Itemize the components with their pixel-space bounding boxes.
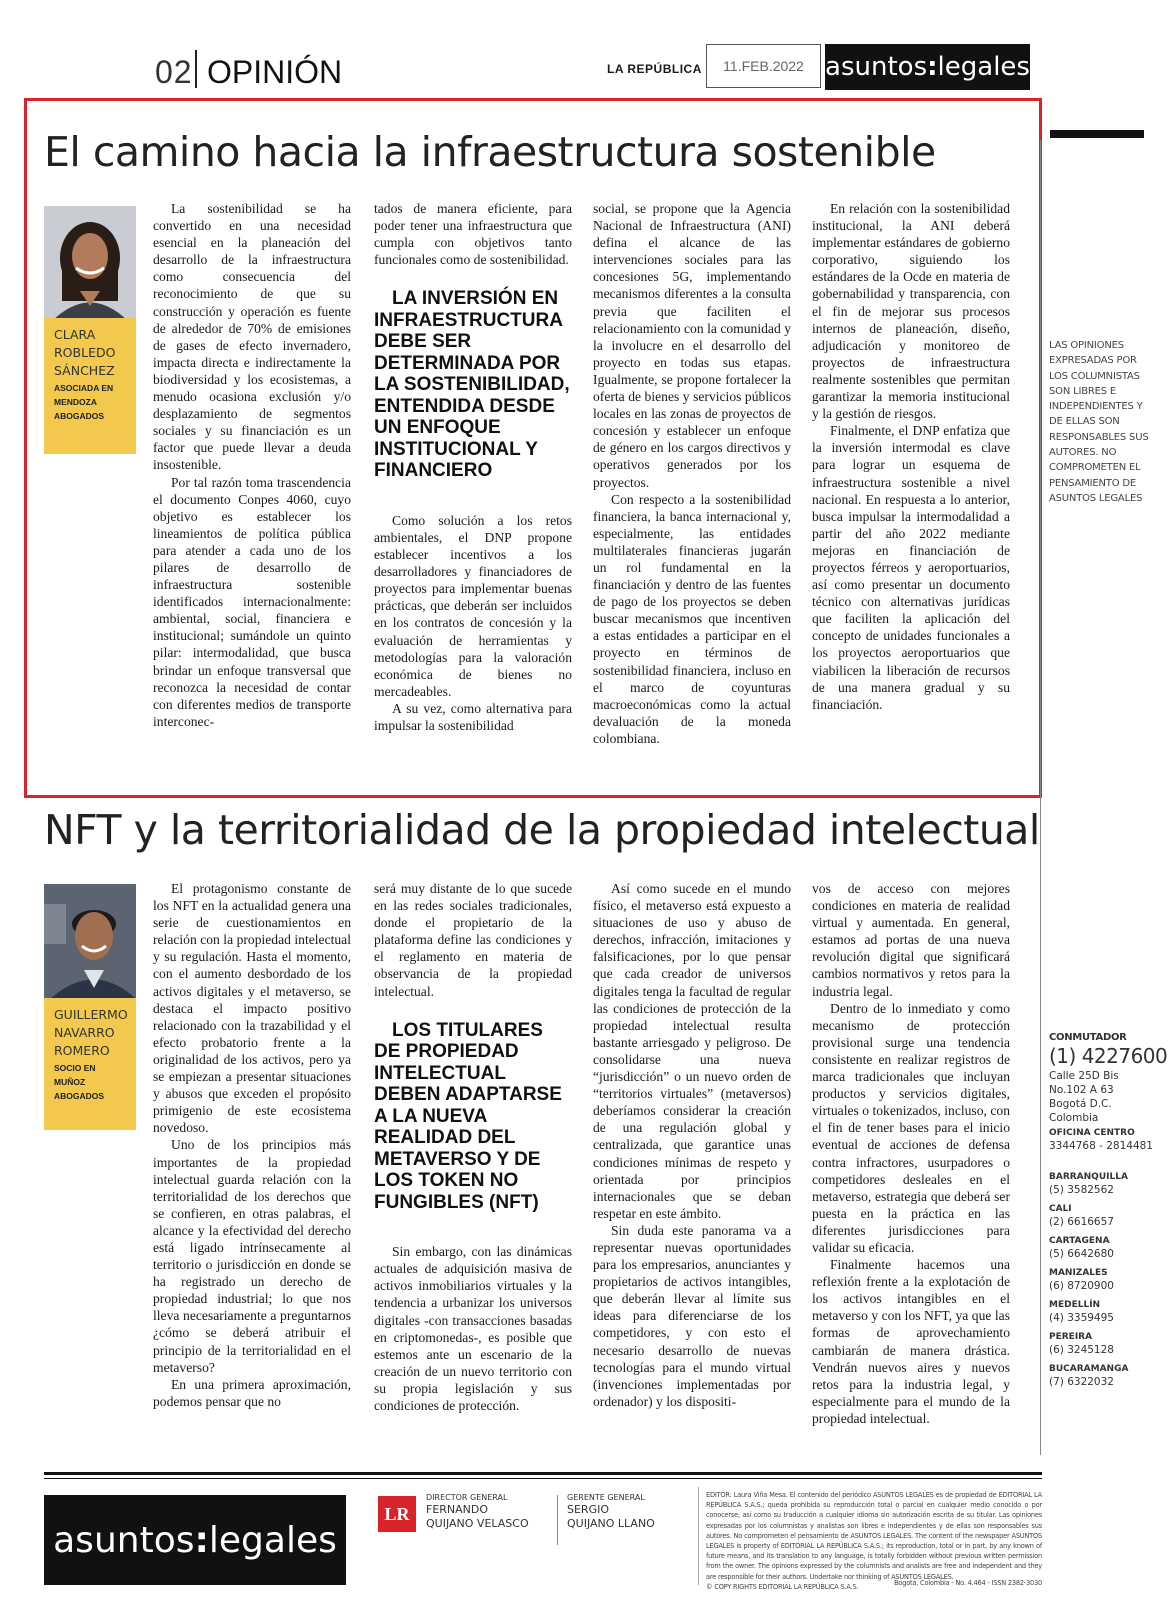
city-phone: (2) 6616657: [1049, 1216, 1114, 1228]
disclaimer-line: PENSAMIENTO DE: [1049, 477, 1136, 489]
director-title: DIRECTOR GENERAL: [426, 1493, 508, 1502]
disclaimer-line: EXPRESADAS POR: [1049, 355, 1137, 367]
footer-rule: [44, 1472, 1042, 1475]
paragraph: será muy distante de lo que sucede en las redes sociales tradicionales, donde el propietario de la plataforma define las condiciones y el reglamento en materia de observancia de la propiedad intelectual.: [374, 881, 572, 999]
city-phone: (5) 3582562: [1049, 1184, 1114, 1196]
manager-name-line: SERGIO: [567, 1503, 610, 1516]
disclaimer-line: DE ELLAS SON: [1049, 416, 1120, 428]
manager-title: GERENTE GENERAL: [567, 1493, 645, 1502]
paragraph: La sostenibilidad se ha convertido en una necesidad esencial en la planeación del desarrollo de la infraestructura como consecuencia del reconocimiento de que su construcción y operación es fuente de alrededor de 70% de emisiones de gases de efecto invernadero, impacta directa e indirectamente la biodiversidad y los ecosistemas, a menudo ocasiona exclusión y/o desplazamiento de segmentos sociales y su financiación es un factor que puede llevar a deuda insostenible.: [153, 201, 351, 473]
author1-name-line: SÁNCHEZ: [54, 363, 115, 378]
author2-role-line: ABOGADOS: [54, 1091, 105, 1101]
paragraph: Con respecto a la sostenibilidad financiera, la banca internacional y, especialmente, las entidades multilaterales financieras jugarán un rol fundamental en la financiación y dentro de las fuentes de pago de los proyectos se deben buscar mecanismos que incentiven a estas entidades a participar en el proyecto en términos de sostenibilidad financiera, incluso en el marco de coyunturas macroeconómicas como la actual devaluación de la moneda colombiana.: [593, 491, 791, 746]
lr-logo: LR: [378, 1496, 416, 1532]
author2-bio-card: [44, 998, 136, 1130]
author2-role-line: MUÑOZ: [54, 1077, 86, 1087]
manager-name-line: QUIJANO LLANO: [567, 1517, 655, 1530]
author1-bio-card: [44, 318, 136, 454]
paragraph: vos de acceso con mejores condiciones en materia de realidad virtual y aumentada. En general, estamos ad portas de una nueva revolución digital que significará cambios normativos y retos para la industria legal.: [812, 881, 1010, 999]
author1-role-line: ASOCIADA EN: [54, 383, 114, 393]
manager-credit: [567, 1493, 655, 1531]
director-name-line: FERNANDO: [426, 1503, 489, 1516]
copyright-text: © COPY RIGHTS EDITORIAL LA REPÚBLICA S.A.S.: [706, 1582, 859, 1591]
article2-pull-quote: LOS TITULARES DE PROPIEDAD INTELECTUAL DEBEN ADAPTARSE A LA NUEVA REALIDAD DEL METAVERSO Y DE LOS TOKEN NO FUNGIBLES (NFT): [374, 1019, 562, 1213]
contact-block: [1049, 1032, 1169, 1389]
article1-column-2: [374, 200, 572, 734]
author1-role-line: MENDOZA: [54, 397, 97, 407]
legal-text: EDITOR: Laura Viña Mesa. El contenido del periódico ASUNTOS LEGALES es de propiedad de EDITORIAL LA REPÚBLICA S.A.S.; queda prohibida su reproducción total o parcial en cualquier medio conocido o por conocerse, así como su traducción a cualquier idioma sin autorización escrita de su titular. Las opiniones expresadas por los columnistas y analistas son libres e independientes y de ellas son responsables sus autores. No comprometen el pensamiento de ASUNTOS LEGALES. The content of the newspaper ASUNTOS LEGALES is property of EDITORIAL LA REPÚBLICA S.A.S.; its reproduction, total or in part, by any known of future means, and its translation to any language, is totally forbidden without previous written permission from the owner. The opinions expressed by the columnists and analists are free and independent and they are responsible for their authors. Undertake nor thinking of ASUNTOS LEGALES.: [706, 1491, 1042, 1581]
opinion-disclaimer: [1049, 338, 1169, 506]
article1-headline: El camino hacia la infraestructura sostenible: [44, 128, 936, 176]
brand-word-left: asuntos: [825, 52, 928, 82]
address-line: Colombia: [1049, 1112, 1099, 1124]
address-line: No.102 A 63: [1049, 1084, 1114, 1096]
director-credit: [426, 1493, 529, 1531]
city-name: BARRANQUILLA: [1049, 1172, 1128, 1182]
page-number: 02: [155, 54, 193, 90]
footer-brand-logo: [44, 1495, 346, 1585]
issue-date: 11.FEB.2022: [706, 44, 821, 88]
footer-divider: [698, 1487, 699, 1585]
director-name-line: QUIJANO VELASCO: [426, 1517, 529, 1530]
paragraph: Sin duda este panorama va a representar nuevas oportunidades para los empresarios, anunciantes y propietarios de activos intangibles, que deberán llevar al límite sus ideas para diferenciarse de los competidores, y con esto el necesario desarrollo de nuevas tecnologías para el mundo virtual (invenciones implementadas por ordenador) y los dispositi-: [593, 1222, 791, 1409]
office-phone: 3344768 - 2814481: [1049, 1140, 1153, 1152]
paragraph: A su vez, como alternativa para impulsar la sostenibilidad: [374, 700, 572, 733]
author1-role-line: ABOGADOS: [54, 411, 105, 421]
article2-column-1: [153, 880, 351, 1410]
author1-name-line: ROBLEDO: [54, 345, 116, 360]
city-phone: (6) 3245128: [1049, 1344, 1114, 1356]
brand-word-right: legales: [208, 1519, 337, 1561]
switchboard-label: CONMUTADOR: [1049, 1032, 1127, 1043]
brand-colon: :: [927, 52, 938, 82]
city-name: CALI: [1049, 1204, 1072, 1214]
brand-colon: :: [194, 1519, 209, 1561]
paragraph: Por tal razón toma trascendencia el documento Conpes 4060, cuyo objetivo es establecer los lineamientos de política pública para atender a cada uno de los pilares de desarrollo de infraestructura sostenible identificados internacionalmente: ambiental, social, financiera e institucional; sumándole un quinto pilar: intermodalidad, que busca brindar un enfoque transversal que reconozca la necesidad de contar con diferentes medios de transporte interconec-: [153, 474, 351, 729]
article2-column-3: [593, 880, 791, 1410]
paragraph: En una primera aproximación, podemos pensar que no: [153, 1376, 351, 1409]
disclaimer-line: SON LIBRES E: [1049, 385, 1116, 397]
disclaimer-line: RESPONSABLES SUS: [1049, 431, 1149, 443]
paragraph: Como solución a los retos ambientales, el DNP propone establecer incentivos a los desarrolladores y financiadores de proyectos para implementar buenas prácticas, que deberán ser incluidos en los contratos de concesión y la evaluación de herramientas y metodologías para la valoración económica de bienes no mercadeables.: [374, 512, 572, 699]
article1-column-4: [812, 200, 1010, 713]
city-phone: (6) 8720900: [1049, 1280, 1114, 1292]
paragraph: En relación con la sostenibilidad institucional, la ANI deberá implementar estándares de gobierno corporativo, siguiendo los estándares de la Ocde en materia de gobernabilidad y transparencia, con el fin de mejorar sus procesos internos de planeación, diseño, adjudicación y monitoreo de proyectos de infraestructura realmente sostenibles que permitan garantizar la memoria institucional y la gestión de riesgos.: [812, 201, 1010, 422]
header-divider: [195, 50, 197, 88]
imprint-text: Bogotá, Colombia - No. 4.464 - ISSN 2382-3030: [894, 1579, 1042, 1587]
city-name: CARTAGENA: [1049, 1236, 1110, 1246]
article1-pull-quote: LA INVERSIÓN EN INFRAESTRUCTURA DEBE SER DETERMINADA POR LA SOSTENIBILIDAD, ENTENDIDA DESDE UN ENFOQUE INSTITUCIONAL Y FINANCIERO: [374, 288, 570, 482]
legal-notice: [706, 1490, 1042, 1592]
city-phone: (5) 6642680: [1049, 1248, 1114, 1260]
paragraph: social, se propone que la Agencia Nacional de Infraestructura (ANI) defina el alcance de las intervenciones sociales para las concesiones 5G, implementando mecanismos diferentes a la consulta previa que faciliten el relacionamiento con la comunidad y la involucre en el desarrollo del proyecto en todas sus etapas. Igualmente, se propone fortalecer la oferta de bienes y servicios públicos locales en las zonas de proyectos de concesión y establecer un enfoque de género en los cargos directivos y operativos generados por los proyectos.: [593, 201, 791, 490]
article2-column-4: [812, 880, 1010, 1427]
author2-role-line: SOCIO EN: [54, 1063, 96, 1073]
city-phone: (7) 6322032: [1049, 1376, 1114, 1388]
author2-name-line: NAVARRO: [54, 1025, 115, 1040]
city-name: PEREIRA: [1049, 1332, 1093, 1342]
address-line: Bogotá D.C.: [1049, 1098, 1112, 1110]
city-name: MEDELLÍN: [1049, 1300, 1101, 1310]
office-label: OFICINA CENTRO: [1049, 1128, 1135, 1138]
disclaimer-line: ASUNTOS LEGALES: [1049, 492, 1143, 504]
disclaimer-line: COMPROMETEN EL: [1049, 462, 1141, 474]
side-accent-bar: [1050, 130, 1144, 138]
author2-name-line: GUILLERMO: [54, 1007, 128, 1022]
brand-word-right: legales: [937, 52, 1030, 82]
article2-headline: NFT y la territorialidad de la propiedad intelectual: [44, 806, 1040, 854]
disclaimer-line: AUTORES. NO: [1049, 447, 1117, 459]
city-name: MANIZALES: [1049, 1268, 1108, 1278]
section-title: OPINIÓN: [207, 54, 343, 90]
city-name: BUCARAMANGA: [1049, 1364, 1129, 1374]
disclaimer-line: LOS COLUMNISTAS: [1049, 370, 1140, 382]
article1-column-3: [593, 200, 791, 747]
author1-photo: [44, 206, 136, 321]
staff-divider: [557, 1495, 558, 1545]
brand-logo: [825, 44, 1030, 90]
switchboard-phone: (1) 4227600: [1049, 1044, 1168, 1068]
paragraph: Sin embargo, con las dinámicas actuales de adquisición masiva de activos inmobiliarios virtuales y la tendencia a urbanizar los universos digitales -con transacciones basadas en criptomonedas-, es posible que estemos ante un escenario de la creación de un nuevo territorio con su propia legislación y sus condiciones de protección.: [374, 1244, 572, 1413]
paragraph: Finalmente, el DNP enfatiza que la inversión intermodal es clave para lograr un esquema de infraestructura sostenible a nivel nacional. En respuesta a lo anterior, busca impulsar la intermodalidad a partir del año 2022 mediante mejoras en financiación de proyectos férreos y aeroportuarios, así como presentar un documento técnico con alternativas jurídicas que faciliten la aplicación del concepto de unidades funcionales a los proyectos aeroportuarios que viabilicen la liberación de recursos de una manera gradual y su financiación.: [812, 423, 1010, 712]
paragraph: Dentro de lo inmediato y como mecanismo de protección provisional surge una tendencia consistente en realizar registros de marca tradicionales que incluyan productos y servicios digitales, virtuales o tokenizados, incluso, con el fin de tener bases para el inicio eventual de acciones de defensa contra infractores, usurpadores o competidores desleales en el metaverso, estrategia que deberá ser puesta en la práctica en las diferentes jurisdicciones para validar su eficacia.: [812, 1000, 1010, 1255]
article1-column-1: [153, 200, 351, 730]
article2-column-2: [374, 880, 572, 1414]
paragraph: Así como sucede en el mundo físico, el metaverso está expuesto a situaciones de uso y abuso de derechos, infracción, imitaciones y falsificaciones, por lo que pensar que cada creador de universos digitales tenga la facultad de regular las condiciones de protección de la propiedad intelectual resulta bastante arriesgado y peligroso. De consolidarse una nueva “jurisdicción” o un nuevo orden de “territorios virtuales” (metaversos) deberíamos considerar la creación de una regulación global y centralizada, que garantice unas condiciones mínimas de respeto y orientada por principios internacionales que se deban respetar en este ámbito.: [593, 881, 791, 1221]
author1-name-line: CLARA: [54, 327, 96, 342]
right-column-rule: [1040, 140, 1041, 1455]
author2-name-line: ROMERO: [54, 1043, 110, 1058]
newspaper-name: LA REPÚBLICA: [607, 62, 702, 76]
paragraph: tados de manera eficiente, para poder tener una infraestructura que cumpla con objetivos tanto funcionales como de sostenibilidad.: [374, 201, 572, 268]
brand-word-left: asuntos: [53, 1519, 195, 1561]
paragraph: Uno de los principios más importantes de la propiedad intelectual guarda relación con la territorialidad de los derechos que se confieren, en otras palabras, el alcance y la efectividad del derecho está ligado intrínsecamente al territorio o jurisdicción en donde se ha registrado un derecho de propiedad industrial; lo que nos lleva necesariamente a preguntarnos ¿cómo se deberá atribuir el principio de la territorialidad en el metaverso?: [153, 1137, 351, 1375]
disclaimer-line: LAS OPINIONES: [1049, 340, 1124, 351]
paragraph: El protagonismo constante de los NFT en la actualidad genera una serie de cuestionamientos en relación con la propiedad intelectual y su regulación. Hasta el momento, con el aumento desbordado de los activos digitales y el metaverso, se destaca el impacto positivo relacionado con la trazabilidad y el efecto probatorio frente a la originalidad de los activos, pero ya se empiezan a presentar situaciones y abusos que exceden el propósito primigenio de este ecosistema novedoso.: [153, 881, 351, 1136]
disclaimer-line: INDEPENDIENTES Y: [1049, 401, 1143, 413]
author2-photo: [44, 884, 136, 999]
city-phone: (4) 3359495: [1049, 1312, 1114, 1324]
paragraph: Finalmente hacemos una reflexión frente a la explotación de los activos intangibles en el metaverso y con los NFT, ya que las formas de aprovechamiento cambiarán de manera drástica. Vendrán nuevos aires y nuevos retos para la industria legal, y especialmente para el mundo de la propiedad intelectual.: [812, 1257, 1010, 1426]
footer-rule-thin: [44, 1478, 1042, 1479]
address-line: Calle 25D Bis: [1049, 1070, 1119, 1082]
